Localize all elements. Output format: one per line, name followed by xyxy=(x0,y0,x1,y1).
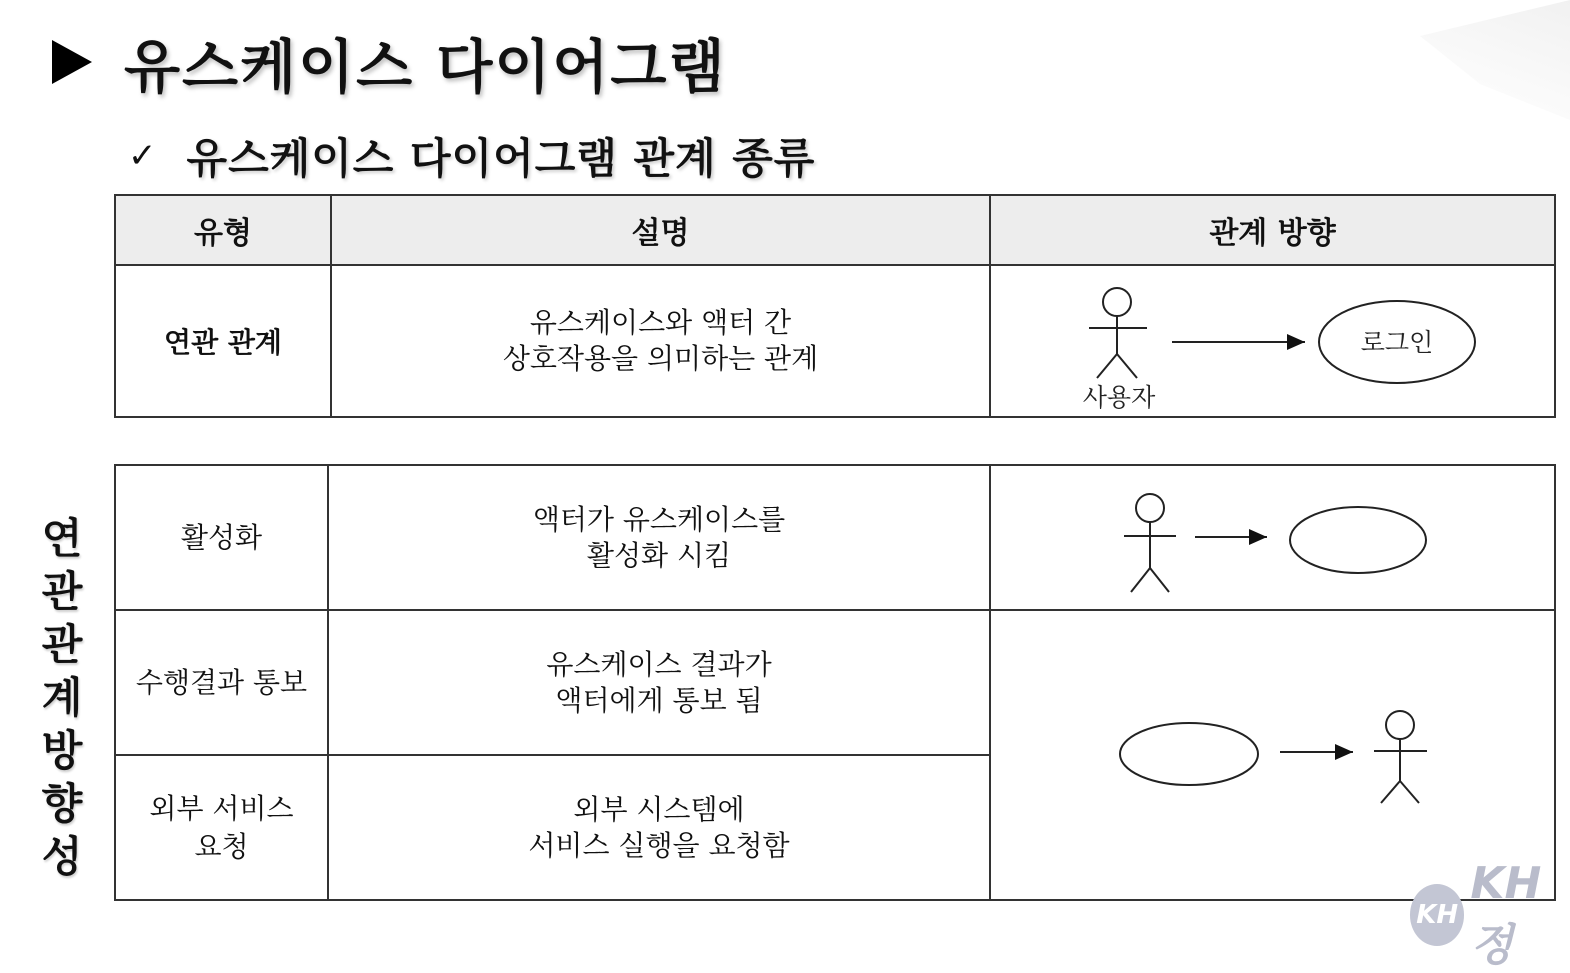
page-title-text: 유스케이스 다이어그램 xyxy=(124,33,727,101)
row-description xyxy=(331,265,990,417)
table-row xyxy=(115,465,1555,610)
description-line: 유스케이스와 액터 간 xyxy=(529,306,792,339)
actor-icon xyxy=(1374,711,1427,803)
usecase-label: 로그인 xyxy=(1360,328,1434,357)
relation-diagram xyxy=(990,265,1555,417)
section-subtitle xyxy=(128,126,815,186)
activation-diagram-svg xyxy=(991,466,1556,609)
side-label-char: 방 xyxy=(41,726,83,775)
actor-label: 사용자 xyxy=(1082,383,1156,412)
header-direction: 관계 방향 xyxy=(990,195,1555,265)
table-row xyxy=(115,265,1555,417)
row-description xyxy=(328,465,990,610)
section-subtitle-text: 유스케이스 다이어그램 관계 종류 xyxy=(186,134,816,183)
side-label-char: 향 xyxy=(41,779,83,828)
brand-logo xyxy=(1410,857,1570,971)
association-direction-table xyxy=(114,464,1556,901)
side-vertical-label xyxy=(36,512,88,883)
logo-mark-icon: KH xyxy=(1410,884,1464,946)
row-description xyxy=(328,755,990,900)
description-line: 액터에게 통보 됨 xyxy=(555,683,763,717)
type-line: 외부 서비스 xyxy=(149,791,294,825)
usecase-ellipse xyxy=(1120,723,1258,785)
association-diagram-svg xyxy=(991,266,1556,416)
usecase-ellipse xyxy=(1290,507,1426,573)
page-title xyxy=(52,22,726,102)
type-line: 요청 xyxy=(194,829,249,863)
play-triangle-icon xyxy=(52,40,92,84)
side-label-char: 성 xyxy=(41,832,83,881)
row-type: 수행결과 통보 xyxy=(115,610,328,755)
notification-diagram-svg xyxy=(991,611,1556,899)
side-label-char: 연 xyxy=(41,514,83,563)
background-decoration xyxy=(1420,0,1570,120)
description-line: 서비스 실행을 요청함 xyxy=(528,828,790,862)
side-label-char: 관 xyxy=(41,567,83,616)
side-label-char: 계 xyxy=(41,673,83,722)
description-line: 유스케이스 결과가 xyxy=(546,647,772,681)
header-description: 설명 xyxy=(331,195,990,265)
checkmark-icon: ✓ xyxy=(128,136,157,176)
description-line: 액터가 유스케이스를 xyxy=(532,502,786,536)
row-description xyxy=(328,610,990,755)
activation-diagram xyxy=(990,465,1555,610)
actor-icon xyxy=(1124,494,1176,592)
side-label-char: 관 xyxy=(41,620,83,669)
description-line: 활성화 시킴 xyxy=(586,538,732,572)
row-type: 활성화 xyxy=(115,465,328,610)
table-header-row xyxy=(115,195,1555,265)
header-type: 유형 xyxy=(115,195,331,265)
description-line: 상호작용을 의미하는 관계 xyxy=(502,342,819,375)
notification-diagram xyxy=(990,610,1555,900)
association-table xyxy=(114,194,1556,418)
logo-text: KH정 xyxy=(1470,857,1542,971)
row-type: 연관 관계 xyxy=(115,265,331,417)
row-type xyxy=(115,755,328,900)
actor-icon xyxy=(1089,288,1147,378)
table-row xyxy=(115,610,1555,755)
description-line: 외부 시스템에 xyxy=(573,792,745,826)
